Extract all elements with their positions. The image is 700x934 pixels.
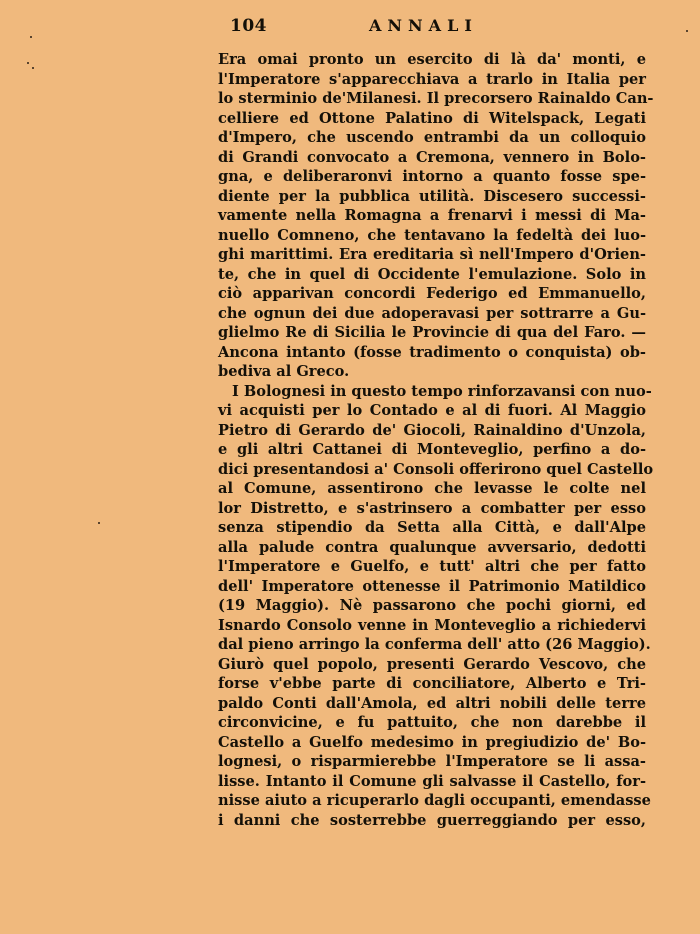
text-line: (19 Maggio). Nè passarono che pochi giorni, ed	[218, 597, 646, 614]
text-line: gna, e deliberaronvi intorno a quanto fosse spe-	[218, 168, 646, 185]
text-line: ciò apparivan concordi Federigo ed Emmanuello,	[218, 285, 646, 302]
text-line: Ancona intanto (fosse tradimento o conquista) ob-	[218, 343, 646, 361]
scan-speck	[686, 30, 688, 32]
text-line: ghi marittimi. Era ereditaria sì nell'Impero d'Orien-	[218, 246, 646, 263]
text-line: lo sterminio de'Milanesi. Il precorsero Rainaldo Can-	[218, 90, 654, 107]
text-line: di Grandi convocato a Cremona, vennero in Bolo-	[218, 148, 646, 166]
text-line: Giurò quel popolo, presenti Gerardo Vescovo, che	[218, 655, 646, 673]
text-line: nuello Comneno, che tentavano la fedeltà dei luo-	[218, 226, 646, 244]
page-header	[218, 16, 648, 40]
text-line: forse v'ebbe parte di conciliatore, Alberto e Tri-	[218, 675, 646, 692]
text-line: vi acquisti per lo Contado e al di fuori. Al Maggio	[218, 402, 646, 419]
page-number: 104	[230, 16, 267, 36]
text-line: glielmo Re di Sicilia le Provincie di qua del Faro. —	[218, 324, 646, 341]
text-line: Era omai pronto un esercito di là da' monti, e	[218, 51, 646, 68]
text-line: I Bolognesi in questo tempo rinforzavansi con nuo-	[232, 382, 652, 400]
text-line: celliere ed Ottone Palatino di Witelspack, Legati	[218, 109, 646, 127]
text-line: che ognun dei due adoperavasi per sottrarre a Gu-	[218, 304, 646, 322]
text-line: circonvicine, e fu pattuito, che non darebbe il	[218, 714, 646, 731]
text-line: Castello a Guelfo medesimo in pregiudizio de' Bo-	[218, 733, 646, 751]
paragraph-1	[218, 50, 654, 382]
text-line: Pietro di Gerardo de' Giocoli, Rainaldino d'Unzola,	[218, 421, 646, 439]
text-line: lisse. Intanto il Comune gli salvasse il Castello, for-	[218, 772, 646, 790]
text-line: l'Imperatore s'apparecchiava a trarlo in Italia per	[218, 70, 646, 88]
text-line: e gli altri Cattanei di Monteveglio, perfino a do-	[218, 441, 646, 458]
text-line: lor Distretto, e s'astrinsero a combatter per esso	[218, 499, 646, 517]
text-line: senza stipendio da Setta alla Città, e dall'Alpe	[218, 519, 646, 536]
text-line: nisse aiuto a ricuperarlo dagli occupanti, emendasse	[218, 792, 651, 809]
text-line: d'Impero, che uscendo entrambi da un colloquio	[218, 129, 646, 146]
text-line: al Comune, assentirono che levasse le colte nel	[218, 480, 646, 497]
text-line: dici presentandosi a' Consoli offerirono quel Castello	[218, 460, 654, 478]
text-line: bediva al Greco.	[218, 363, 350, 380]
text-line: vamente nella Romagna a frenarvi i messi di Ma-	[218, 207, 646, 224]
running-head: ANNALI	[369, 16, 478, 35]
text-line: te, che in quel di Occidente l'emulazione. Solo in	[218, 265, 646, 283]
text-line: diente per la pubblica utilità. Discesero successi-	[218, 187, 646, 205]
scan-speck	[98, 522, 100, 524]
body-text	[218, 50, 654, 830]
text-line: l'Imperatore e Guelfo, e tutt' altri che per fatto	[218, 558, 646, 575]
text-line: alla palude contra qualunque avversario, dedotti	[218, 538, 646, 556]
text-line: dell' Imperatore ottenesse il Patrimonio Matildico	[218, 577, 646, 595]
text-line: i danni che sosterrebbe guerreggiando per esso,	[218, 811, 646, 829]
text-line: paldo Conti dall'Amola, ed altri nobili delle terre	[218, 694, 646, 712]
scan-speck	[32, 67, 34, 69]
text-line: lognesi, o risparmierebbe l'Imperatore se li assa-	[218, 753, 646, 770]
scan-speck	[27, 62, 29, 64]
paragraph-2	[218, 382, 654, 831]
text-line: Isnardo Consolo venne in Monteveglio a richiedervi	[218, 616, 646, 634]
scan-speck	[30, 36, 32, 38]
text-line: dal pieno arringo la conferma dell' atto (26 Maggio).	[218, 636, 651, 653]
